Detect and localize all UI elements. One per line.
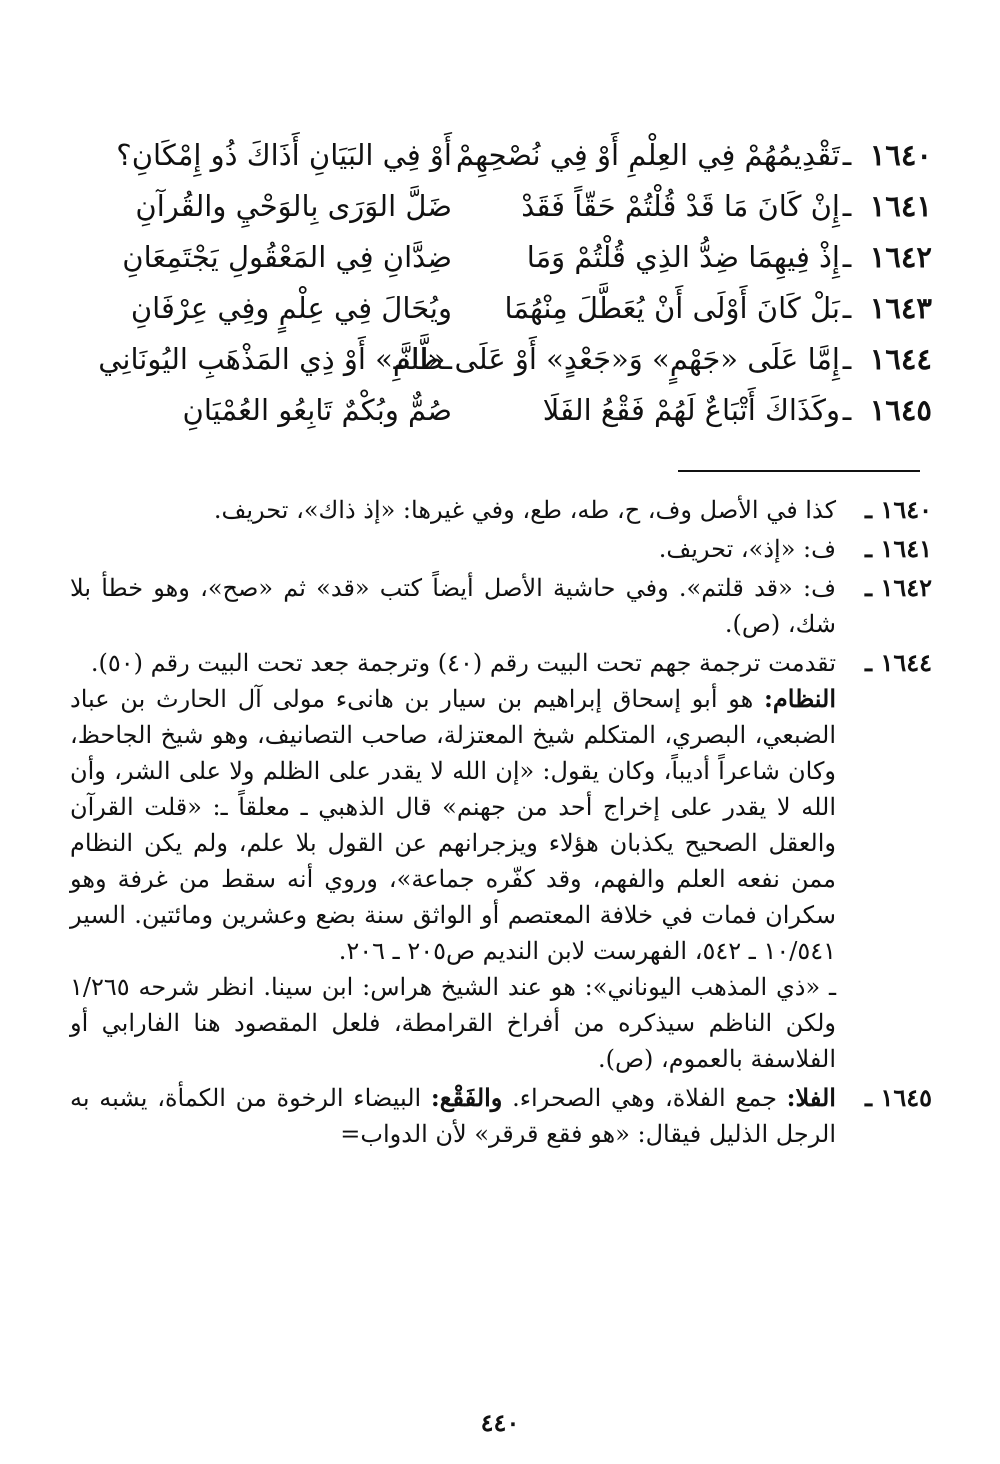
page-number: ٤٤٠ (480, 1408, 520, 1437)
verse-number: ١٦٤١ (869, 189, 932, 223)
verse-second-hemistich: صُمٌّ وبُكْمٌ تَابِعُو العُمْيَانِ (182, 393, 452, 427)
footnote-term: والفَقْع: (430, 1083, 503, 1112)
verse-number: ١٦٤٢ (869, 240, 932, 274)
verse-1643 (72, 283, 932, 334)
poem-verses (72, 130, 932, 436)
footnote-yunani: ـ «ذي المذهب اليوناني»: هو عند الشيخ هراس: ابن سينا. انظر شرحه ١/٢٦٥ ولكن الناظم سيذكره من أفراخ القرامطة، فلعل المقصود هنا الفارابي أو الفلاسفة بالعموم، (ص). (70, 973, 836, 1073)
verse-dash: ـ (842, 138, 852, 172)
footnote-number: ١٦٤٤ ـ (865, 648, 932, 677)
verse-first-hemistich: بَلْ كَانَ أَوْلَى أَنْ يُعَطَّلَ مِنْهُمَا (504, 291, 840, 325)
footnote-divider (678, 470, 920, 472)
footnote-text: ف: «قد قلتم». وفي حاشية الأصل أيضاً كتب «قد» ثم «صح»، وهو خطأ بلا شك، (ص). (70, 574, 836, 638)
footnote-text: هو أبو إسحاق إبراهيم بن سيار بن هانىء مولى آل الحارث بن عباد الضبعي، البصري، المتكلم شيخ المعتزلة، صاحب التصانيف، وهو شيخ الجاحظ، وكان شاعراً أديباً، وكان يقول: «إن الله لا يقدر على الظلم ولا على الشر، وأن الله لا يقدر على إخراج أحد من جهنم» قال الذهبي ـ معلقاً ـ: «قلت القرآن والعقل الصحيح يكذبان هؤلاء ويزجرانهم عن القول بلا علم، ولم يكن النظام ممن نفعه العلم والفهم، وقد كفّره جماعة»، وروي أنه سقط من غرفة وهو سكران فمات في خلافة المعتصم أو الواثق سنة بضع وعشرين ومائتين. السير ١٠/٥٤١ ـ ٥٤٢، الفهرست لابن النديم ص٢٠٥ ـ ٢٠٦. (70, 685, 837, 965)
verse-second-hemistich: ضِدَّانِ فِي المَعْقُولِ يَجْتَمِعَانِ (122, 240, 452, 274)
verse-dash: ـ (842, 240, 852, 274)
footnote-1642 (70, 570, 932, 642)
verse-1642 (72, 232, 932, 283)
footnote-text: ف: «إذ»، تحريف. (658, 535, 836, 563)
verse-second-hemistich: ـظَّامِ» أَوْ ذِي المَذْهَبِ اليُونَانِي (98, 342, 452, 376)
verse-second-hemistich: ويُحَالَ فِي عِلْمٍ وفِي عِرْفَانِ (130, 291, 452, 325)
verse-number: ١٦٤٤ (869, 342, 932, 376)
footnote-text: جمع الفلاة، وهي الصحراء. (512, 1084, 777, 1112)
footnote-1644 (70, 645, 932, 1077)
footnotes (70, 492, 932, 1155)
footnote-number: ١٦٤٠ ـ (865, 495, 932, 524)
verse-1640 (72, 130, 932, 181)
verse-second-hemistich: أَوْ فِي البَيَانِ أَذَاكَ ذُو إِمْكَانِ؟ (116, 138, 452, 172)
verse-first-hemistich: إِمَّا عَلَى «جَهْمٍ» وَ«جَعْدٍ» أَوْ عَلَى «النَّـ (393, 342, 840, 376)
verse-first-hemistich: تَقْدِيمُهُمْ فِي العِلْمِ أَوْ فِي نُصْحِهِمْ (455, 138, 840, 172)
verse-second-hemistich: ضَلَّ الوَرَى بِالوَحْيِ والقُرآنِ (135, 189, 452, 223)
footnote-text: كذا في الأصل وف، ح، طه، طع، وفي غيرها: «إذ ذاك»، تحريف. (213, 496, 836, 524)
footnote-text: تقدمت ترجمة جهم تحت البيت رقم (٤٠) وترجمة جعد تحت البيت رقم (٥٠). (90, 649, 836, 677)
verse-number: ١٦٤٣ (869, 291, 932, 325)
verse-number: ١٦٤٠ (869, 138, 932, 172)
verse-1644 (72, 334, 932, 385)
footnote-1641 (70, 531, 932, 567)
footnote-1640 (70, 492, 932, 528)
verse-number: ١٦٤٥ (869, 393, 932, 427)
footnote-number: ١٦٤٥ ـ (865, 1083, 932, 1112)
footnote-term: النظام: (764, 684, 836, 713)
verse-1645 (72, 385, 932, 436)
verse-first-hemistich: إِنْ كَانَ مَا قَدْ قُلْتُمْ حَقّاً فَقَدْ (521, 189, 840, 223)
footnote-nazzam (70, 681, 836, 969)
footnote-1645 (70, 1080, 932, 1152)
footnote-term: الفلا: (786, 1083, 836, 1112)
verse-dash: ـ (842, 342, 852, 376)
verse-dash: ـ (842, 291, 852, 325)
verse-first-hemistich: وكَذَاكَ أَتْبَاعٌ لَهُمْ فَقْعُ الفَلَا (542, 393, 840, 427)
footnote-text (70, 1080, 836, 1152)
verse-dash: ـ (842, 393, 852, 427)
footnote-number: ١٦٤٢ ـ (865, 573, 932, 602)
verse-first-hemistich: إِذْ فِيهِمَا ضِدُّ الذِي قُلْتُمْ وَمَا (526, 240, 840, 274)
footnote-text: البيضاء الرخوة من الكمأة، يشبه به الرجل الذليل فيقال: «هو فقع قرقر» لأن الدواب= (70, 1084, 836, 1148)
verse-1641 (72, 181, 932, 232)
verse-dash: ـ (842, 189, 852, 223)
footnote-number: ١٦٤١ ـ (865, 534, 932, 563)
